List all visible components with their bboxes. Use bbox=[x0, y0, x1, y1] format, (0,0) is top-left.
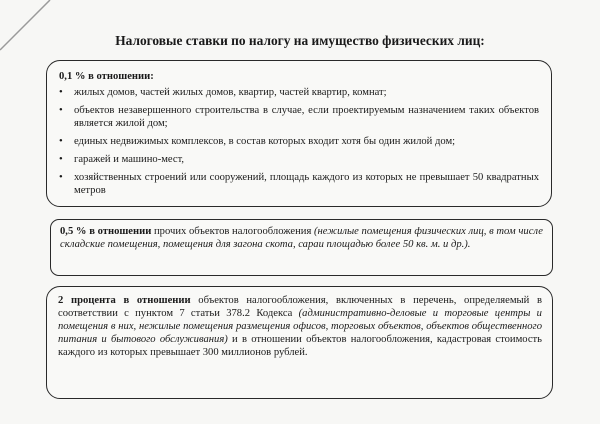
list-item: • объектов незавершенного строительства в случае, если проектируемым назначением таких объектов является жилой дом; bbox=[59, 104, 539, 130]
rate-box-0-1-percent bbox=[46, 60, 552, 207]
rate-heading: 0,5 % в отношении bbox=[60, 226, 152, 237]
rate-text-continued: и в отношении объектов налогообложения, кадастровая стоимость каждого из которых превышает 300 миллионов рублей. bbox=[58, 334, 543, 358]
rate-text: объектов налогообложения, включенных в перечень, определяемый в соответствии с пунктом 7 статьи 378.2 Кодекса bbox=[58, 295, 543, 319]
page-fold-corner bbox=[0, 0, 60, 60]
rate-heading: 2 процента в отношении bbox=[58, 295, 191, 306]
rate-box-0-5-percent bbox=[50, 219, 553, 276]
list-item: • жилых домов, частей жилых домов, квартир, частей квартир, комнат; bbox=[59, 86, 539, 99]
list-item: • единых недвижимых комплексов, в состав которых входит хотя бы один жилой дом; bbox=[59, 135, 539, 148]
rate-note: (нежилые помещения физических лиц, в том числе складские помещения, помещения для загона скота, сараи площадью более 50 кв. м. и др.). bbox=[60, 226, 543, 250]
list-item: • хозяйственных строений или сооружений, площадь каждого из которых не превышает 50 квадратных метров bbox=[59, 171, 539, 197]
property-list bbox=[59, 86, 539, 197]
rate-note: (административно-деловые и торговые центры и помещения в них, нежилые помещения размещения офисов, торговых объектов, объектов общественного питания и бытового обслуживания) bbox=[58, 308, 542, 345]
rate-heading: 0,1 % в отношении: bbox=[59, 71, 154, 82]
list-item: • гаражей и машино-мест, bbox=[59, 153, 539, 166]
rate-text: прочих объектов налогообложения bbox=[151, 226, 314, 237]
page-title: Налоговые ставки по налогу на имущество физических лиц: bbox=[115, 33, 485, 48]
rate-box-2-percent bbox=[46, 286, 553, 399]
